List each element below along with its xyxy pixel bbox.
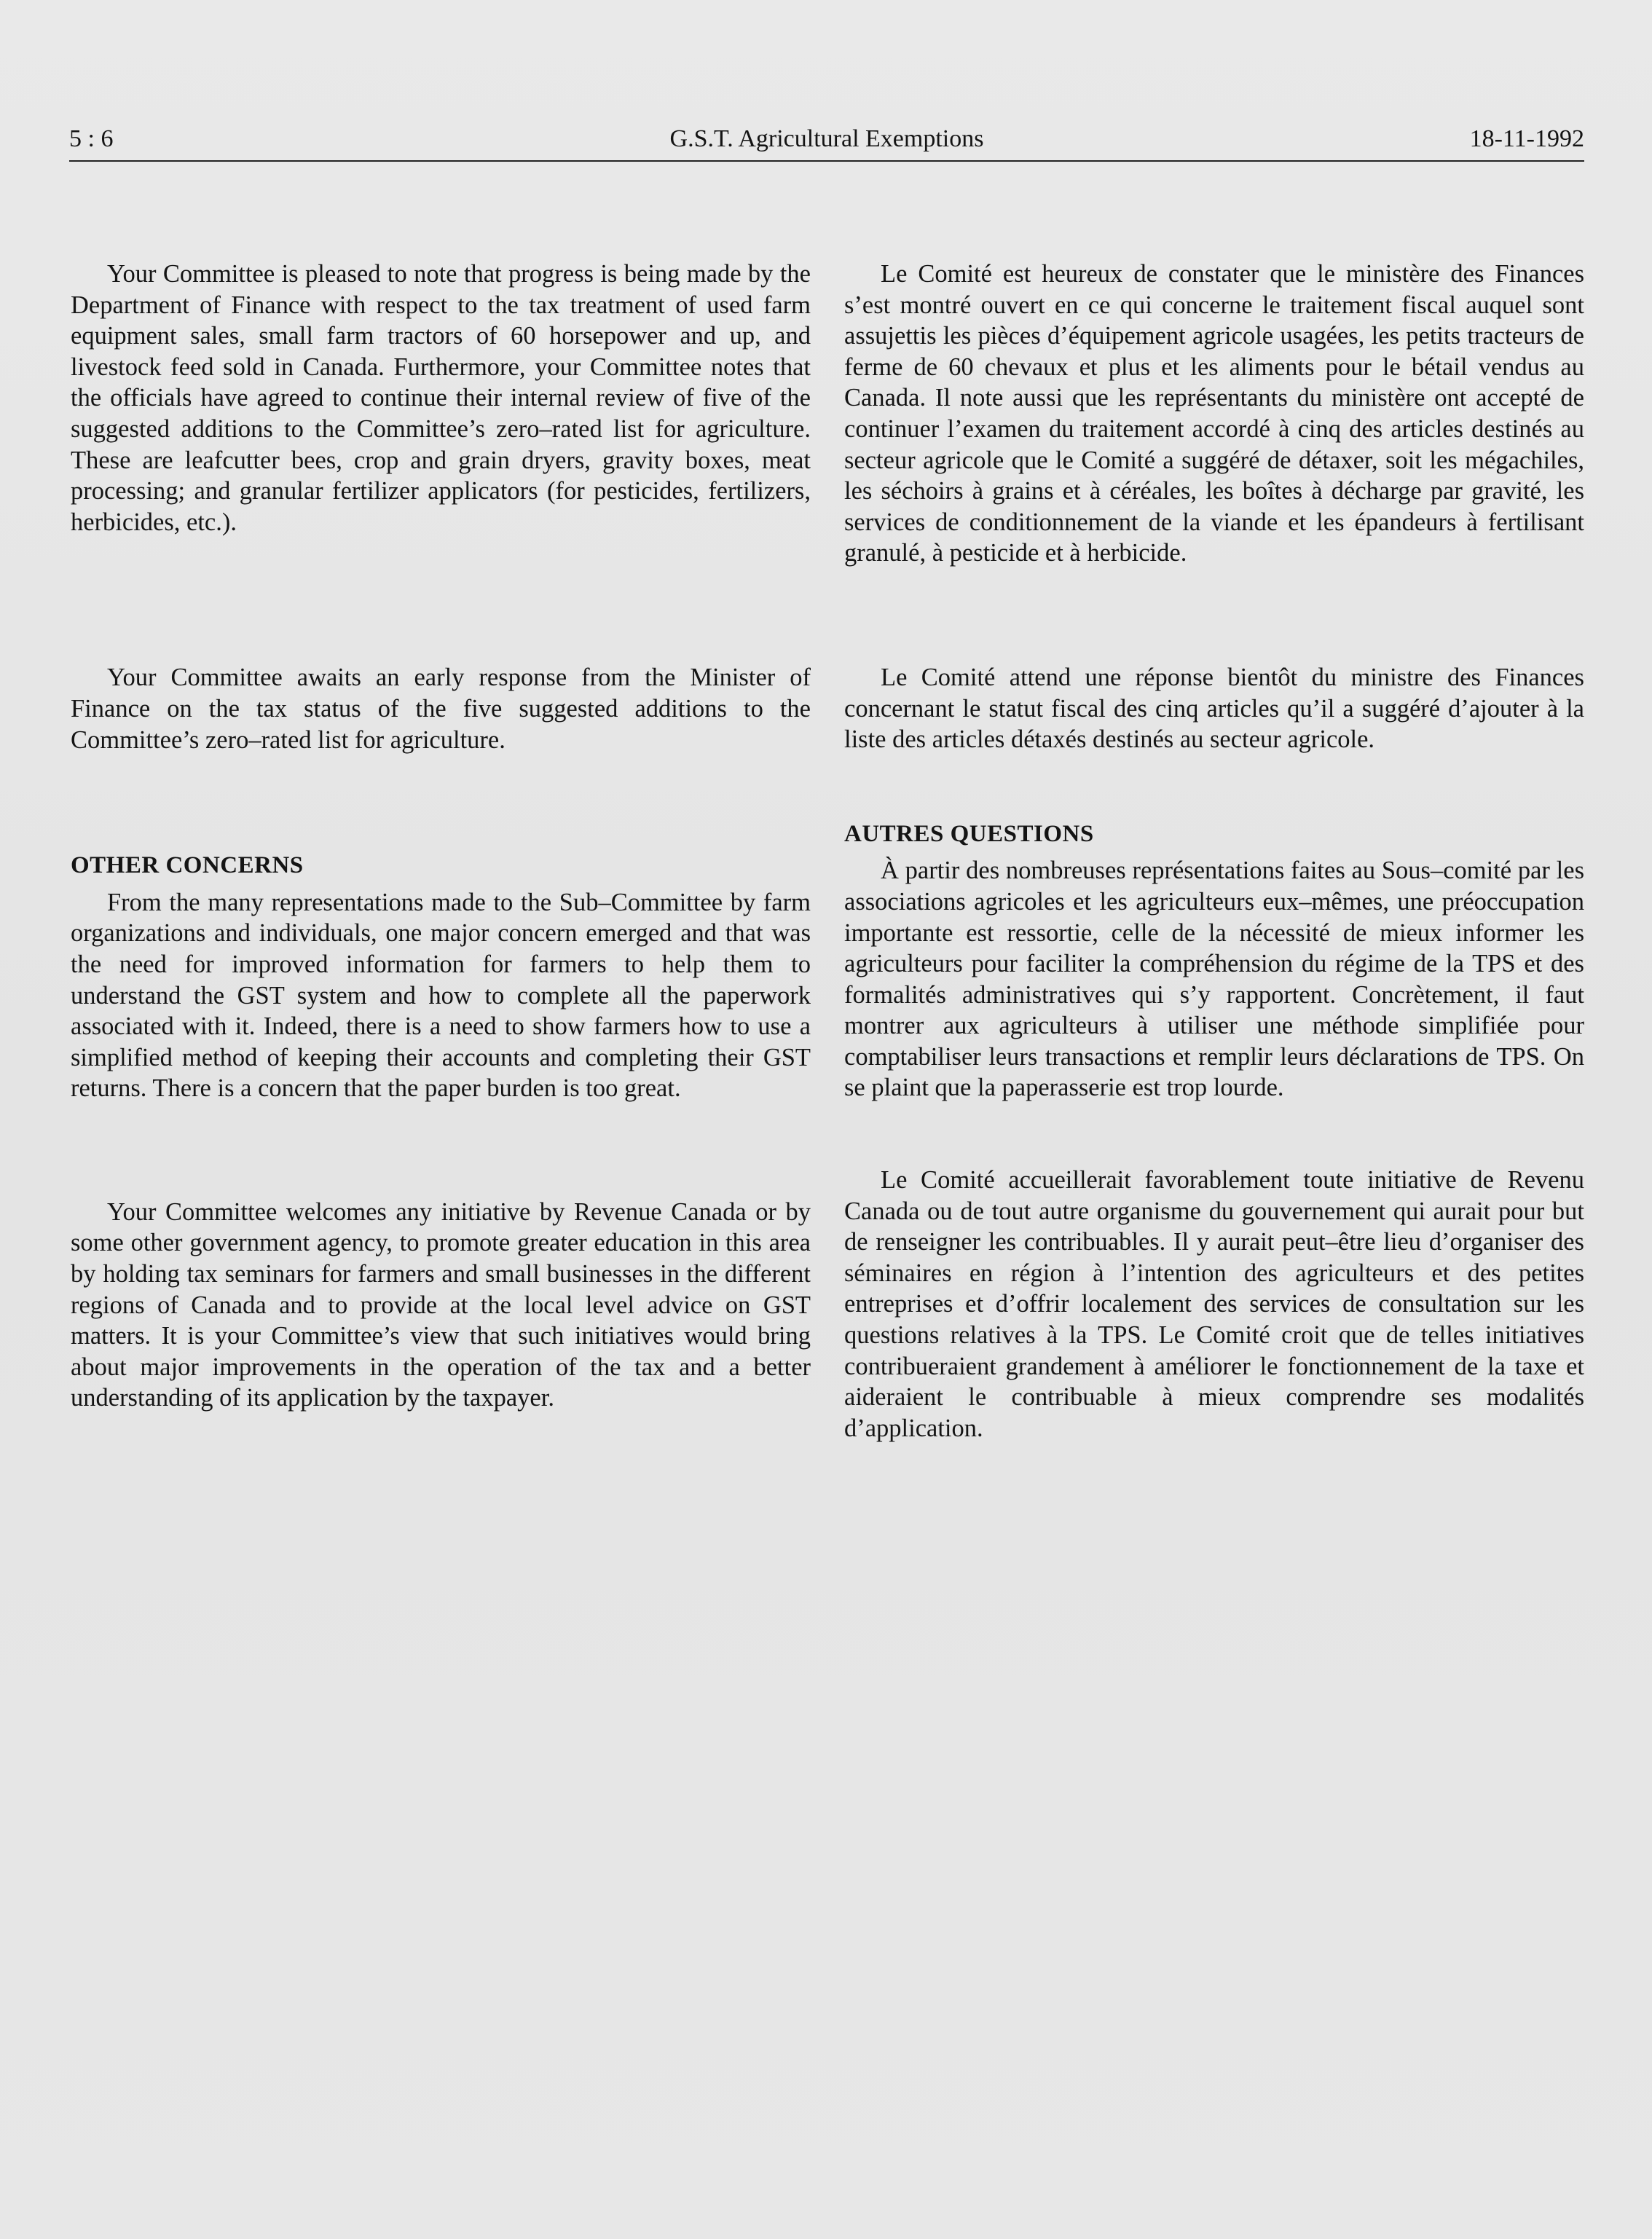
french-column [844,259,1584,1444]
spacer [844,1103,1584,1165]
en-paragraph-response: Your Committee awaits an early response from the Minister of Finance on the tax status of the five suggested additions to the Committee’s zero–rated list for agriculture. [71,664,811,754]
spacer [844,569,1584,662]
fr-paragraph-initiative: Le Comité accueillerait favorablement toute initiative de Revenu Canada ou de tout autre organisme du gouvernement qui aurait pour but de renseigner les contribuables. Il y aurait peut–être lieu d’organiser des séminaires en région à l’intention des agriculteurs et des petites entreprises et d’offrir localement des services de consultation sur les questions relatives à la TPS. Le Comité croit que de telles initiatives contribueraient grandement à améliorer le fonctionnement de la taxe et aideraient le contribuable à mieux comprendre ses modalités d’application. [844,1166,1584,1442]
page-number: 5 : 6 [69,125,114,152]
spacer [844,755,1584,819]
en-heading-other-concerns: OTHER CONCERNS [71,852,304,879]
spacer [71,755,811,850]
english-column [71,259,811,1414]
spacer [844,849,1584,855]
header-rule [69,160,1584,162]
running-header [69,125,1584,162]
en-paragraph-progress: Your Committee is pleased to note that progress is being made by the Department of Finance with respect to the tax treatment of used farm equipment sales, small farm tractors of 60 horsepower and up, and livestock feed sold in Canada. Furthermore, your Committee notes that the officials have agreed to continue their internal review of five of the suggested additions to the Committee’s zero–rated list for agriculture. These are leafcutter bees, crop and grain dryers, gravity boxes, meat processing; and granular fertilizer applicators (for pesticides, fertilizers, herbicides, etc.). [71,260,811,536]
en-paragraph-concerns: From the many representations made to the Sub–Committee by farm organizations and individuals, one major concern emerged and that was the need for improved information for farmers to help them to understand the GST system and how to complete all the paperwork associated with it. Indeed, there is a need to show farmers how to use a simplified method of keeping their accounts and completing their GST returns. There is a concern that the paper burden is too great. [71,888,811,1103]
spacer [71,881,811,887]
fr-paragraph-concerns: À partir des nombreuses représentations faites au Sous–comité par les associations agricoles et les agriculteurs eux–mêmes, une préoccupation importante est ressortie, celle de la nécessité de mieux informer les agriculteurs pour faciliter la compréhension du régime de la TPS et des formalités administratives qui s’y rapportent. Concrètement, il faut montrer aux agriculteurs à utiliser une méthode simplifiée pour comptabiliser leurs transactions et remplir leurs déclarations de TPS. On se plaint que la paperasserie est trop lourde. [844,857,1584,1102]
en-paragraph-initiative: Your Committee welcomes any initiative by Revenue Canada or by some other government agency, to promote greater education in this area by holding tax seminars for farmers and small businesses in the different regions of Canada and to provide at the local level advice on GST matters. It is your Committee’s view that such initiatives would bring about major improvements in the operation of the tax and a better understanding of its application by the taxpayer. [71,1197,811,1412]
spacer [71,538,811,662]
spacer [71,1104,811,1197]
fr-paragraph-response: Le Comité attend une réponse bientôt du ministre des Finances concernant le statut fiscal des cinq articles qu’il a suggéré d’ajouter à la liste des articles détaxés destinés au secteur agricole. [844,663,1584,754]
document-title: G.S.T. Agricultural Exemptions [669,125,984,152]
fr-paragraph-progress: Le Comité est heureux de constater que le ministère des Finances s’est montré ouvert en ce qui concerne le traitement fiscal auquel sont assujettis les pièces d’équipement agricole usagées, les petits tracteurs de ferme de 60 chevaux et plus et les aliments pour le bétail vendus au Canada. Il note aussi que les représentants du ministère ont accepté de continuer l’examen du traitement accordé à cinq des articles destinés au secteur agricole que le Comité a suggéré de détaxer, soit les mégachiles, les séchoirs à grains et à céréales, les boîtes à décharge par gravité, les services de conditionnement de la viande et les épandeurs à fertilisant granulé, à pesticide et à herbicide. [844,260,1584,567]
fr-heading-autres-questions: AUTRES QUESTIONS [844,820,1094,847]
document-date: 18-11-1992 [1469,125,1584,152]
